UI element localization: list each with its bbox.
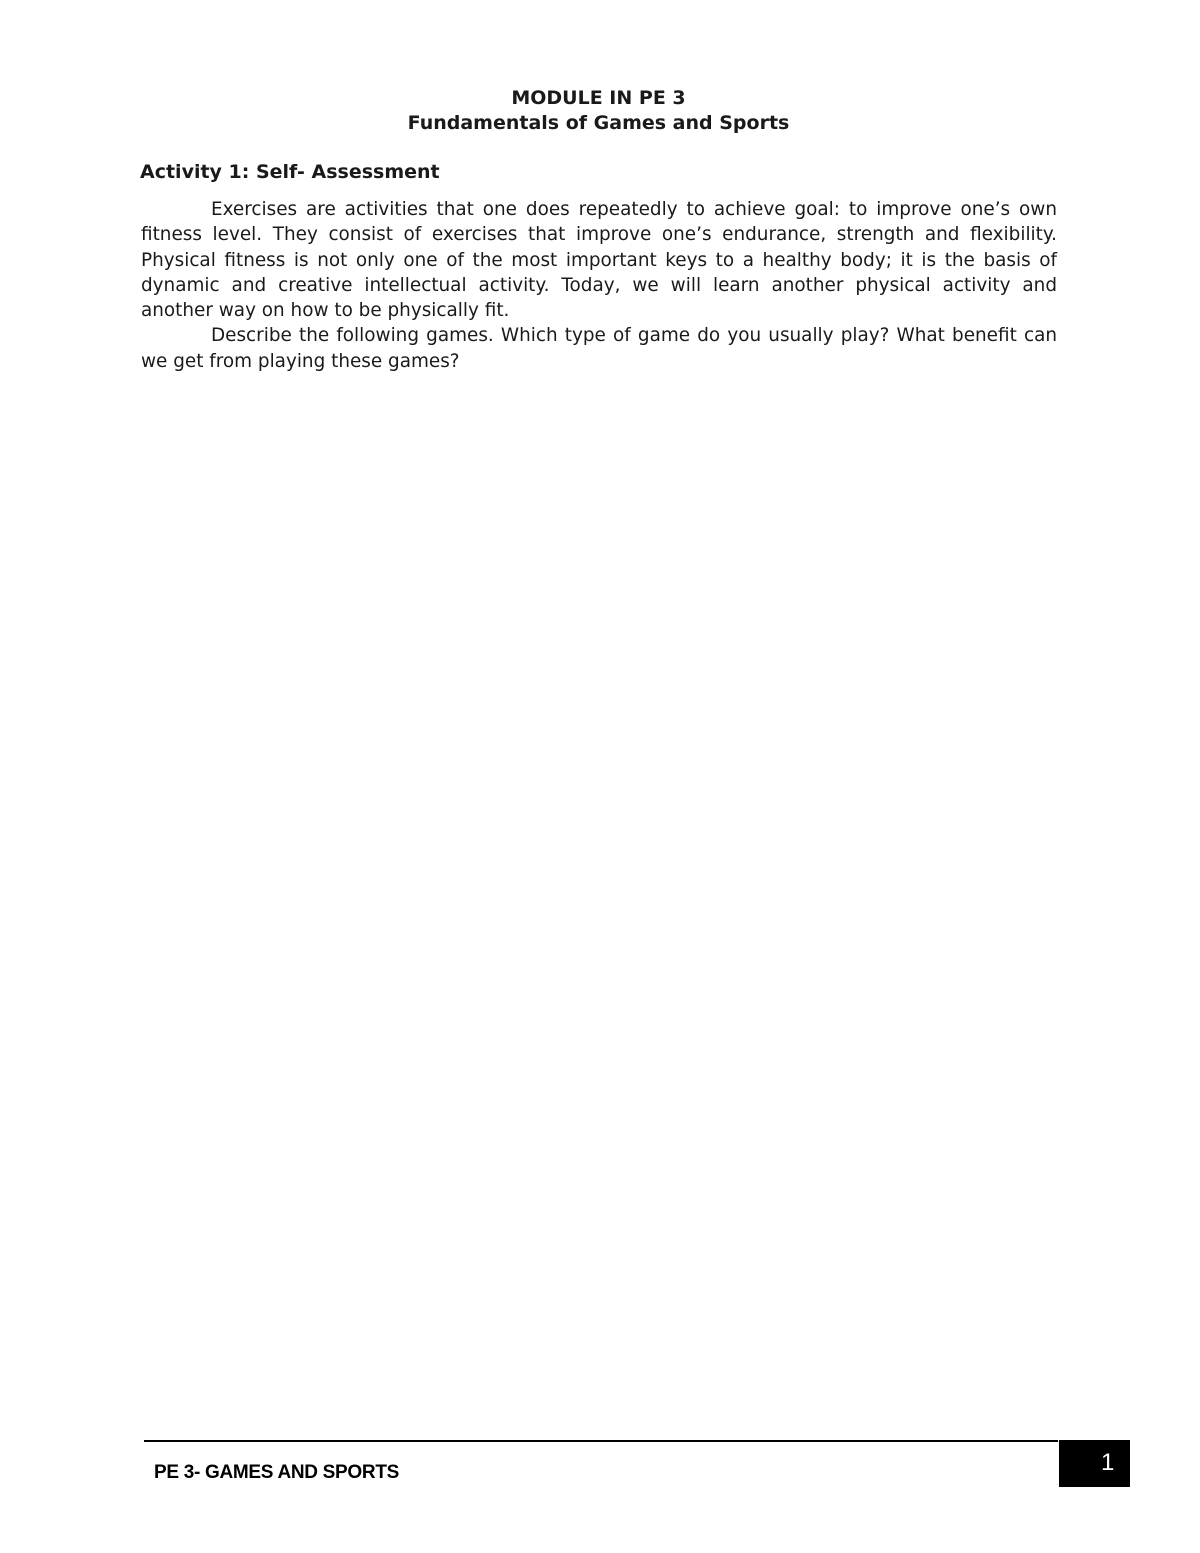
footer-label: PE 3- GAMES AND SPORTS [154, 1462, 400, 1483]
module-header [140, 86, 1057, 136]
module-subtitle: Fundamentals of Games and Sports [407, 112, 790, 134]
activity-heading: Activity 1: Self- Assessment [140, 161, 440, 183]
paragraph-intro: Exercises are activities that one does repeatedly to achieve goal: to improve one’s own fitness level. They consist of exercises that improve one’s endurance, strength and flexibility. Physical fitness is not only one of the most important keys to a healthy body; it is the basis of dynamic and creative intellectual activity. Today, we will learn another physical activity and another way on how to be physically fit. [141, 199, 1057, 322]
footer-divider [144, 1440, 1058, 1442]
activity-body [141, 197, 1057, 374]
page-number: 1 [1059, 1440, 1130, 1487]
paragraph-questions: Describe the following games. Which type of game do you usually play? What benefit can we get from playing these games? [141, 325, 1057, 372]
module-title: MODULE IN PE 3 [511, 87, 686, 109]
